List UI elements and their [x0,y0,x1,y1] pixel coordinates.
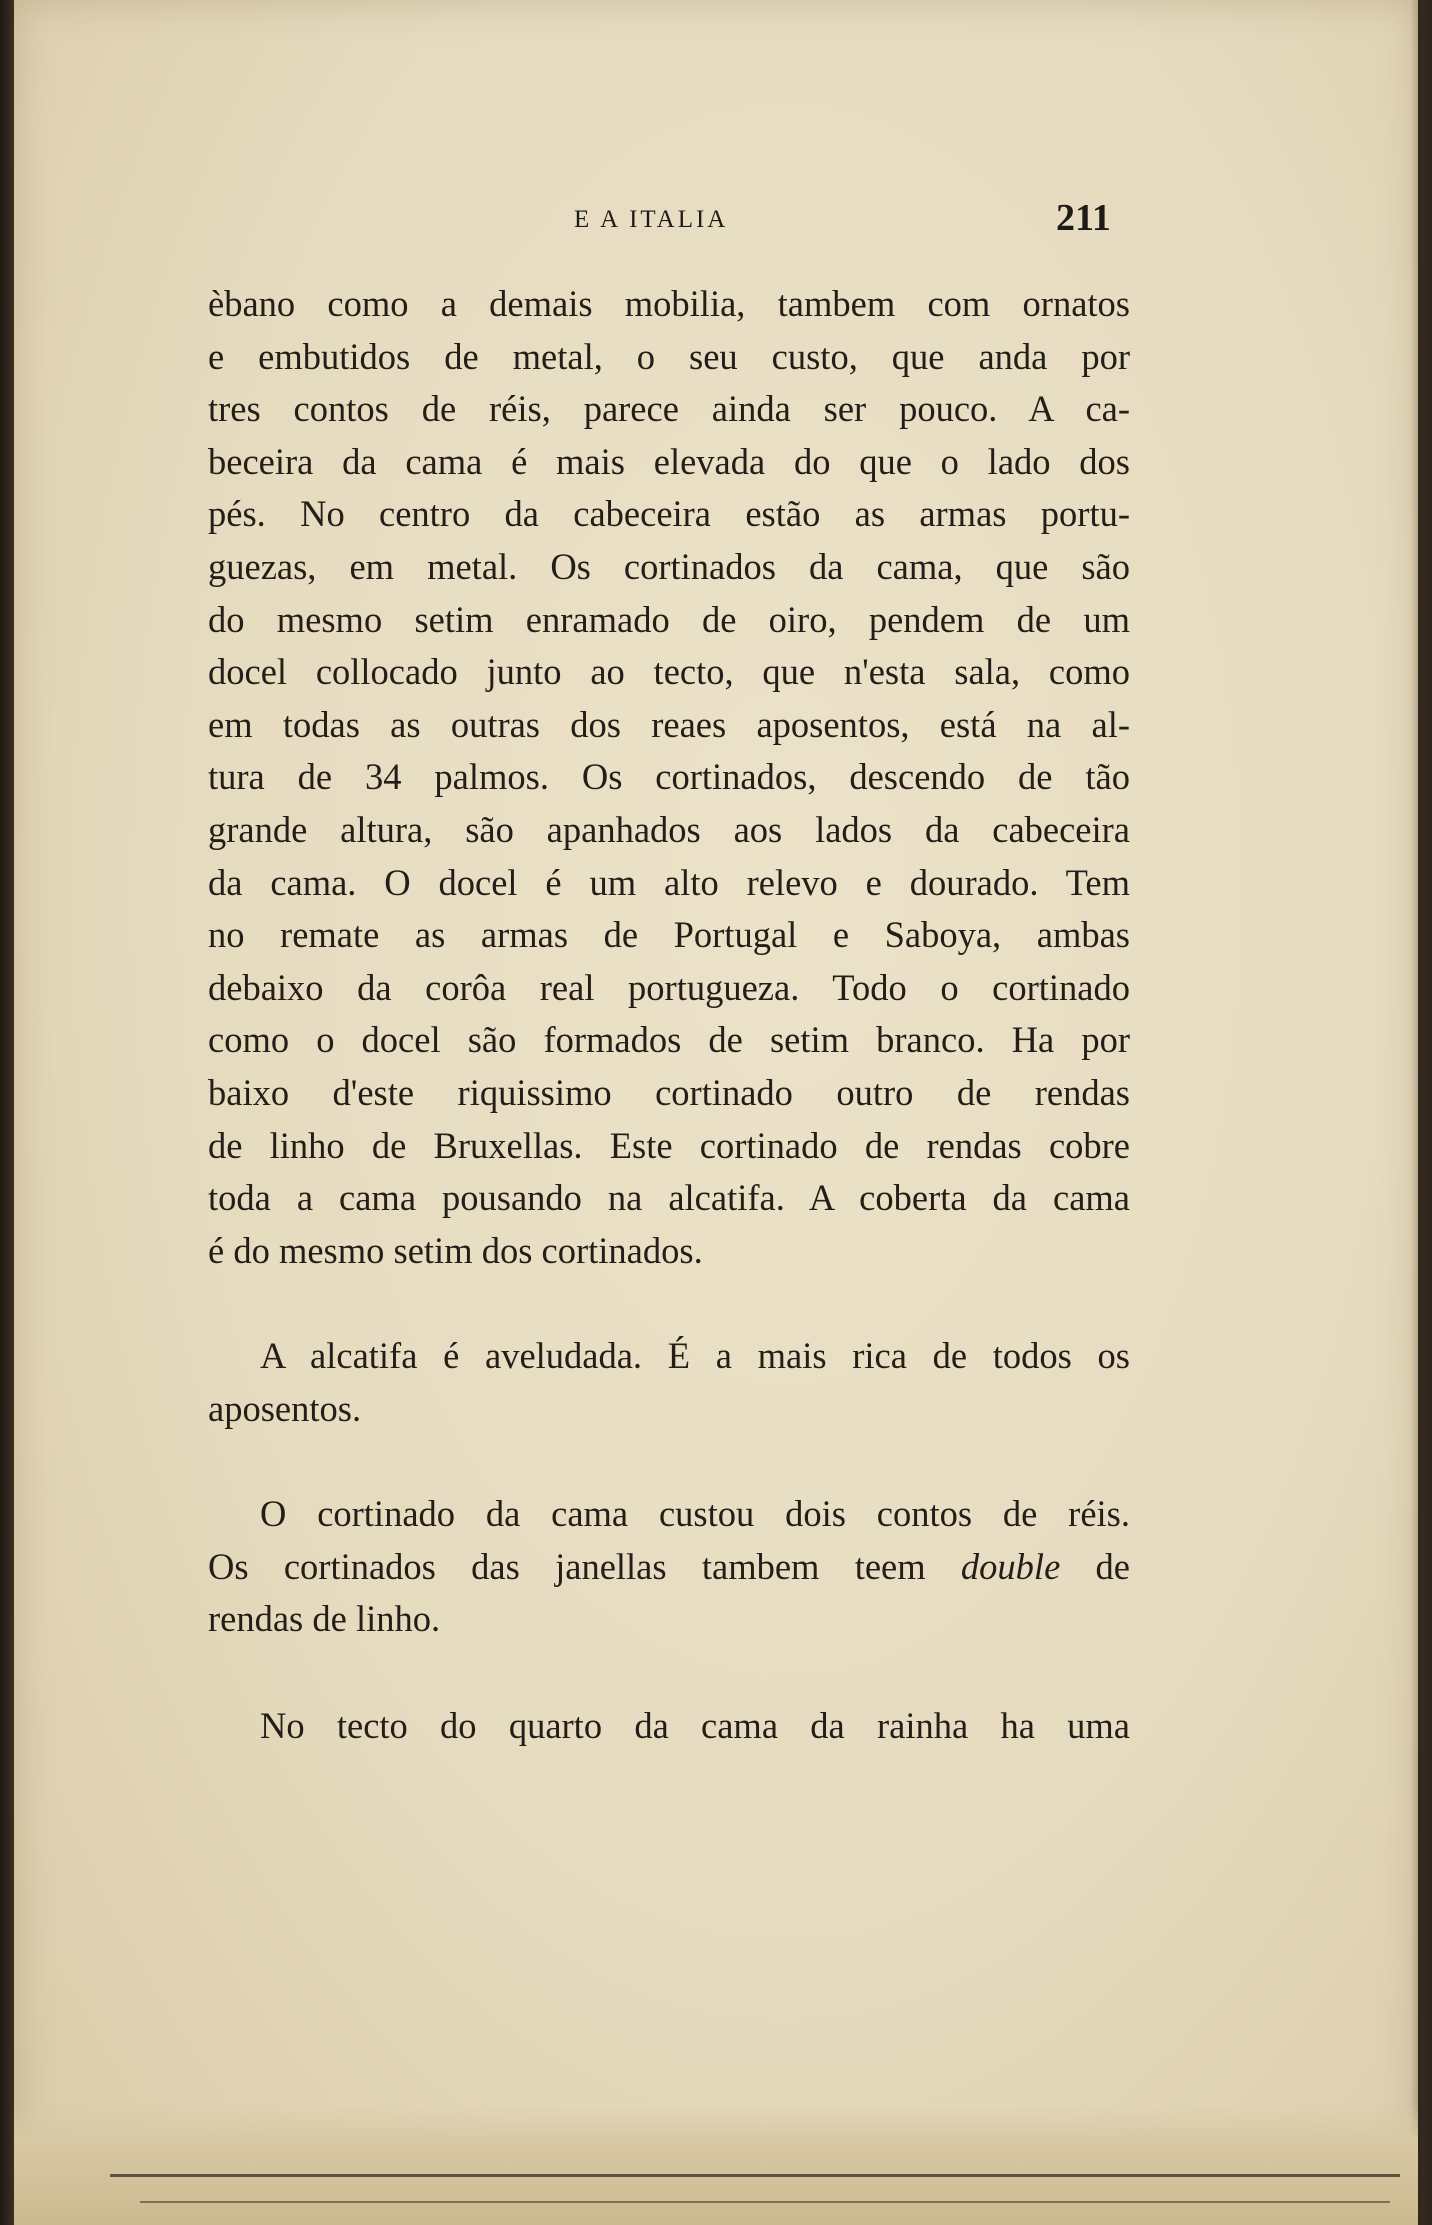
bottom-page-edges [14,2105,1418,2225]
text-line: é do mesmo setim dos cortinados. [208,1229,703,1271]
text-line: tura de 34 palmos. Os cortinados, descendo de tão [208,756,1130,798]
text-line: grande altura, são apanhados aos lados da cabeceira [208,808,1130,850]
paragraph [208,1330,1130,1435]
text-line: debaixo da corôa real portugueza. Todo o cortinado [208,966,1130,1008]
text-line: guezas, em metal. Os cortinados da cama, que são [208,545,1130,587]
text-line: tres contos de réis, parece ainda ser pouco. A ca- [208,388,1130,430]
text-line [208,1541,1130,1594]
page-edge-line [110,2174,1400,2177]
text-run: Os cortinados das janellas tambem teem [208,1545,961,1587]
paragraph [208,1700,1130,1753]
text-line: toda a cama pousando na alcatifa. A coberta da cama [208,1177,1130,1219]
text-line: aposentos. [208,1387,362,1429]
text-line: beceira da cama é mais elevada do que o lado dos [208,440,1130,482]
page-edge-line [140,2201,1390,2203]
text-line: No tecto do quarto da cama da rainha ha uma [260,1705,1130,1746]
text-line: em todas as outras dos reaes aposentos, está na al- [208,703,1130,745]
text-line: no remate as armas de Portugal e Saboya, ambas [208,914,1130,956]
binding-edge [0,0,14,2225]
page-number: 211 [1056,197,1111,239]
text-line: como o docel são formados de setim branco. Ha por [208,1019,1130,1061]
text-line: pés. No centro da cabeceira estão as armas portu- [208,493,1130,535]
text-line: e embutidos de metal, o seu custo, que anda por [208,335,1130,377]
text-line: O cortinado da cama custou dois contos de réis. [260,1493,1130,1534]
text-line: A alcatifa é aveludada. É a mais rica de todos os [260,1335,1130,1376]
running-head [0,196,1432,239]
running-head-title: E A ITALIA [574,206,729,233]
text-line: rendas de linho. [208,1598,441,1640]
paragraph [208,1488,1130,1646]
text-line: de linho de Bruxellas. Este cortinado de rendas cobre [208,1124,1130,1166]
text-line: da cama. O docel é um alto relevo e dourado. Tem [208,861,1130,903]
text-line: èbano como a demais mobilia, tambem com ornatos [208,283,1130,324]
text-run: de [1060,1545,1130,1587]
italic-term: double [960,1545,1061,1587]
text-line: baixo d'este riquissimo cortinado outro de rendas [208,1071,1130,1113]
text-line: docel collocado junto ao tecto, que n'esta sala, como [208,651,1130,693]
page-fold-shadow [1410,0,1432,2225]
text-line: do mesmo setim enramado de oiro, pendem de um [208,598,1130,640]
paragraph [208,278,1130,1277]
